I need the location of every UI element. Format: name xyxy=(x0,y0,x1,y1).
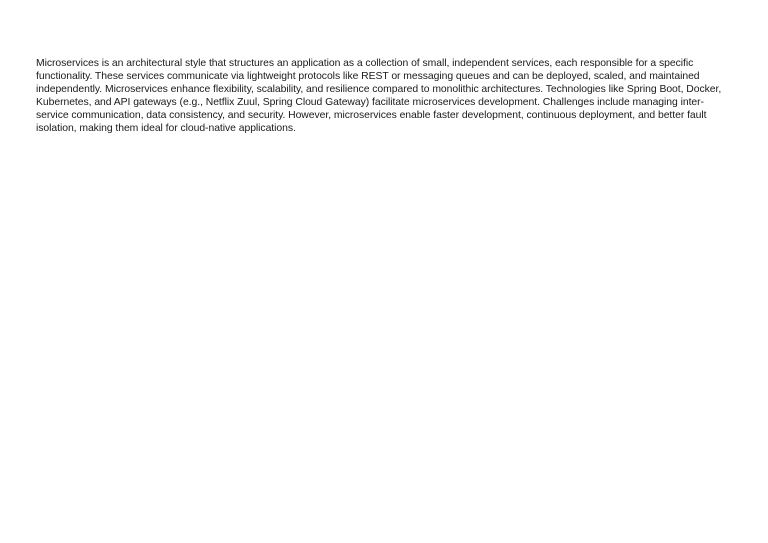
body-paragraph: Microservices is an architectural style that structures an application as a collection of small, independent services, each responsible for a specific functionality. These services communicate via lightweight protocols like REST or messaging queues and can be deployed, scaled, and maintained independently. Microservices enhance flexibility, scalability, and resilience compared to monolithic architectures. Technologies like Spring Boot, Docker, Kubernetes, and API gateways (e.g., Netflix Zuul, Spring Cloud Gateway) facilitate microservices development. Challenges include managing inter-service communication, data consistency, and security. However, microservices enable faster development, continuous deployment, and better fault isolation, making them ideal for cloud-native applications. xyxy=(36,58,722,134)
